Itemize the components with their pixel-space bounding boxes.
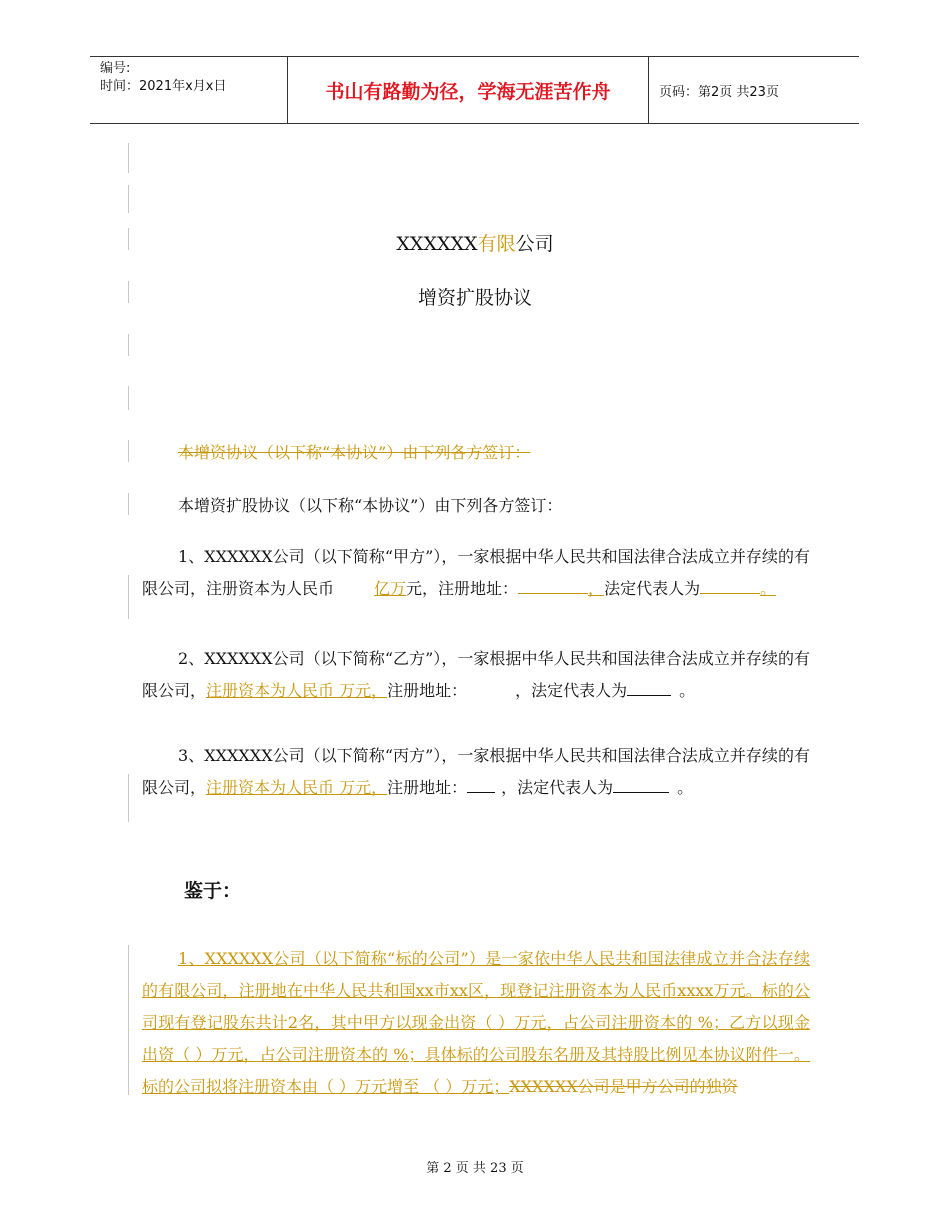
party-a-text: 元，注册地址： — [406, 579, 519, 598]
company-inserted: 有限 — [477, 233, 516, 255]
party-b-text: ，法定代表人为 — [515, 681, 628, 700]
party-c-paragraph — [142, 740, 810, 804]
inserted-text: 。 — [760, 579, 777, 598]
deleted-text: 本增资协议（以下称“本协议”）由下列各方签订： — [178, 443, 531, 462]
inserted-text: 亿万 — [374, 579, 407, 598]
company-prefix: XXXXXX — [396, 233, 478, 255]
change-bar — [128, 493, 129, 515]
agreement-title: 增资扩股协议 — [417, 287, 532, 309]
header-meta — [90, 57, 287, 123]
page-header — [90, 56, 859, 124]
change-bar — [128, 143, 129, 173]
party-c-text: ，法定代表人为 — [501, 778, 614, 797]
header-motto: 书山有路勤为径，学海无涯苦作舟 — [287, 57, 649, 123]
change-bar — [128, 575, 129, 619]
header-page-info: 页码：第2页 共23页 — [659, 84, 779, 100]
whereas-heading: 鉴于： — [184, 880, 242, 902]
change-bar — [128, 334, 129, 356]
code-label: 编号: — [100, 61, 131, 76]
party-b-text: 。 — [679, 681, 696, 700]
inserted-text: 注册资本为人民币 万元， — [206, 681, 388, 700]
party-b-text: 注册地址： — [387, 681, 468, 700]
company-suffix: 公司 — [515, 233, 554, 255]
party-b-text: 2、XXXXXX公司（以下简称“乙方”），一家根据中华人民共和国法律合法成立并存续的有限公司， — [142, 649, 810, 700]
change-bar — [128, 774, 129, 822]
party-b-paragraph — [142, 643, 810, 707]
party-a-text: 法定代表人为 — [604, 579, 701, 598]
change-bar — [128, 185, 129, 213]
inserted-text: 注册资本为人民币 万元， — [206, 778, 388, 797]
party-c-text: 3、XXXXXX公司（以下简称“丙方”），一家根据中华人民共和国法律合法成立并存续的有限公司， — [142, 746, 810, 797]
change-bar — [128, 945, 129, 1095]
intro-deleted — [142, 437, 810, 469]
intro: 本增资扩股协议（以下称“本协议”）由下列各方签订： — [178, 496, 563, 515]
whereas-paragraph-1 — [142, 943, 810, 1103]
page-footer: 第 2 页 共 23 页 — [426, 1161, 524, 1176]
inserted-text: ， — [588, 579, 605, 598]
time-label: 时间：2021年x月x日 — [100, 79, 227, 94]
change-bar — [128, 386, 129, 410]
inserted-text: 1、XXXXXX公司（以下简称“标的公司”）是一家依中华人民共和国法律成立并合法存续的有限公司，注册地在中华人民共和国xx市xx区，现登记注册资本为人民币xxxx万元。标的公司现有登记股东共计2名，其中甲方以现金出资（ ）万元，占公司注册资本的 %；乙方以现金出资（ ）万元，占公司注册资本的 %；具体标的公司股东名册及其持股比例见本协议附件一。标的公司拟将注册资本由（ ）万元增至 （ ）万元； — [142, 949, 810, 1096]
party-a-paragraph — [142, 541, 810, 605]
party-c-text: 注册地址： — [387, 778, 468, 797]
party-c-text: 。 — [677, 778, 694, 797]
deleted-text: XXXXXX公司是甲方公司的独资 — [509, 1077, 738, 1096]
change-bar — [128, 440, 129, 462]
company-title — [0, 229, 950, 256]
party-a-text: 1、XXXXXX公司（以下简称“甲方”），一家根据中华人民共和国法律合法成立并存续的有限公司，注册资本为人民币 — [142, 547, 810, 598]
